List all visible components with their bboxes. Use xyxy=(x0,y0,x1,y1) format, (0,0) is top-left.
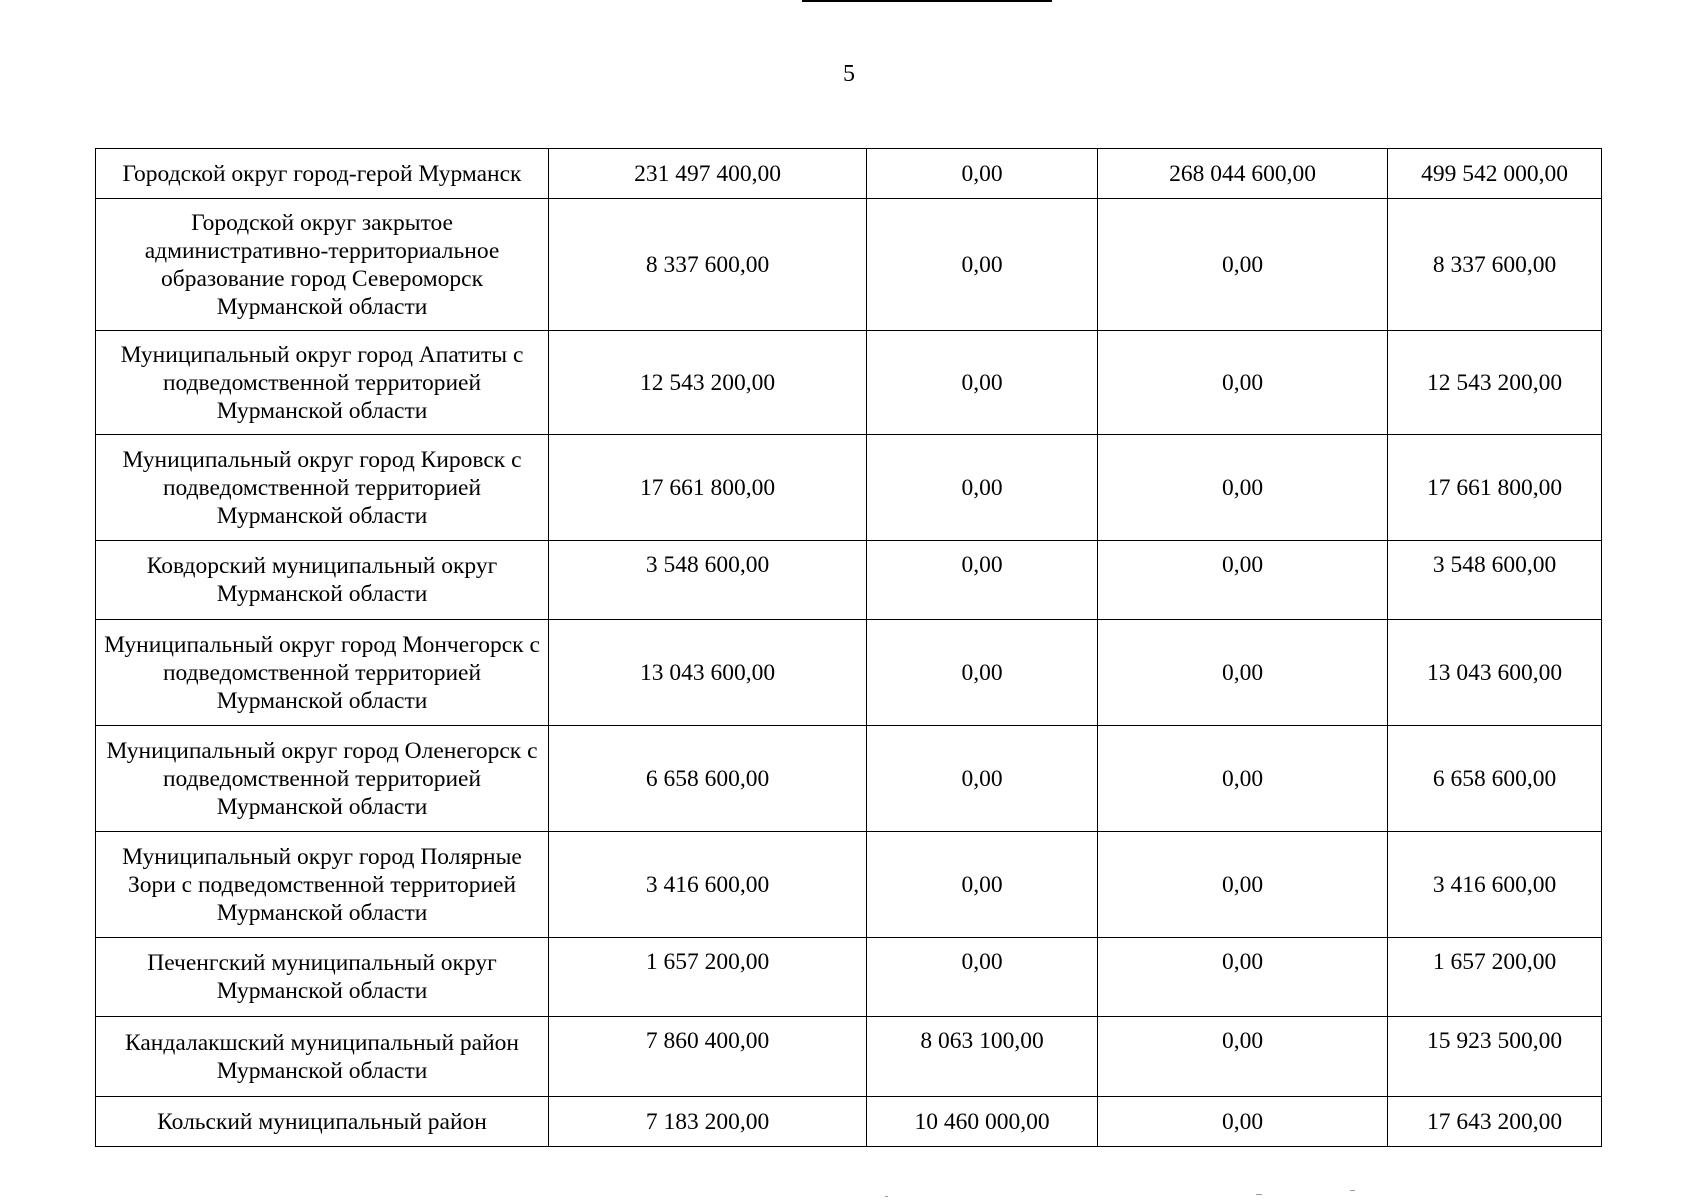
municipality-name: Городской округ город-герой Мурманск xyxy=(96,149,549,199)
value-total: 17 661 800,00 xyxy=(1388,435,1602,541)
value-total: 3 416 600,00 xyxy=(1388,832,1602,938)
scan-artifact xyxy=(1256,1194,1262,1195)
value-col-1: 12 543 200,00 xyxy=(549,331,867,435)
value-col-2: 0,00 xyxy=(867,435,1098,541)
value-total: 3 548 600,00 xyxy=(1388,541,1602,620)
value-col-2: 0,00 xyxy=(867,620,1098,726)
value-total: 6 658 600,00 xyxy=(1388,726,1602,832)
value-total: 17 643 200,00 xyxy=(1388,1097,1602,1147)
value-col-3: 0,00 xyxy=(1098,1097,1388,1147)
table-row xyxy=(96,938,1602,1017)
table-row xyxy=(96,541,1602,620)
value-col-2: 0,00 xyxy=(867,541,1098,620)
value-col-3: 0,00 xyxy=(1098,1017,1388,1097)
municipality-name: Городской округ закрытое административно-территориальное образование город Североморск Мурманской области xyxy=(96,199,549,331)
value-col-3: 0,00 xyxy=(1098,435,1388,541)
value-col-1: 6 658 600,00 xyxy=(549,726,867,832)
value-col-1: 7 183 200,00 xyxy=(549,1097,867,1147)
table-row xyxy=(96,435,1602,541)
municipality-name: Муниципальный округ город Оленегорск с подведомственной территорией Мурманской области xyxy=(96,726,549,832)
scan-artifact xyxy=(1350,1190,1355,1191)
scan-artifact xyxy=(885,1196,888,1197)
value-col-1: 8 337 600,00 xyxy=(549,199,867,331)
table-row xyxy=(96,1017,1602,1097)
value-col-1: 231 497 400,00 xyxy=(549,149,867,199)
value-col-2: 0,00 xyxy=(867,199,1098,331)
value-col-3: 0,00 xyxy=(1098,620,1388,726)
value-total: 15 923 500,00 xyxy=(1388,1017,1602,1097)
table-row xyxy=(96,331,1602,435)
table-row xyxy=(96,832,1602,938)
value-col-1: 17 661 800,00 xyxy=(549,435,867,541)
value-col-1: 3 548 600,00 xyxy=(549,541,867,620)
value-col-2: 0,00 xyxy=(867,726,1098,832)
value-total: 13 043 600,00 xyxy=(1388,620,1602,726)
value-col-2: 0,00 xyxy=(867,832,1098,938)
page-number: 5 xyxy=(843,61,855,87)
table-row xyxy=(96,149,1602,199)
value-col-2: 8 063 100,00 xyxy=(867,1017,1098,1097)
municipality-name: Ковдорский муниципальный округ Мурманской области xyxy=(96,541,549,620)
value-total: 499 542 000,00 xyxy=(1388,149,1602,199)
top-rule xyxy=(802,0,1052,2)
value-total: 12 543 200,00 xyxy=(1388,331,1602,435)
municipality-name: Муниципальный округ город Полярные Зори с подведомственной территорией Мурманской области xyxy=(96,832,549,938)
table-row xyxy=(96,726,1602,832)
value-col-3: 0,00 xyxy=(1098,331,1388,435)
municipality-name: Муниципальный округ город Мончегорск с подведомственной территорией Мурманской области xyxy=(96,620,549,726)
value-col-2: 0,00 xyxy=(867,149,1098,199)
value-col-1: 13 043 600,00 xyxy=(549,620,867,726)
value-col-3: 0,00 xyxy=(1098,832,1388,938)
value-col-3: 0,00 xyxy=(1098,541,1388,620)
municipality-name: Печенгский муниципальный округ Мурманской области xyxy=(96,938,549,1017)
value-col-2: 0,00 xyxy=(867,938,1098,1017)
table-row xyxy=(96,199,1602,331)
value-col-1: 3 416 600,00 xyxy=(549,832,867,938)
table-row xyxy=(96,620,1602,726)
value-col-1: 1 657 200,00 xyxy=(549,938,867,1017)
municipality-name: Кольский муниципальный район xyxy=(96,1097,549,1147)
value-total: 8 337 600,00 xyxy=(1388,199,1602,331)
value-col-1: 7 860 400,00 xyxy=(549,1017,867,1097)
value-col-3: 0,00 xyxy=(1098,726,1388,832)
value-col-3: 0,00 xyxy=(1098,938,1388,1017)
value-col-3: 268 044 600,00 xyxy=(1098,149,1388,199)
municipality-name: Кандалакшский муниципальный район Мурманской области xyxy=(96,1017,549,1097)
value-col-2: 10 460 000,00 xyxy=(867,1097,1098,1147)
budget-table xyxy=(95,148,1602,1147)
municipality-name: Муниципальный округ город Кировск с подведомственной территорией Мурманской области xyxy=(96,435,549,541)
municipality-name: Муниципальный округ город Апатиты с подведомственной территорией Мурманской области xyxy=(96,331,549,435)
value-col-3: 0,00 xyxy=(1098,199,1388,331)
value-total: 1 657 200,00 xyxy=(1388,938,1602,1017)
table-row xyxy=(96,1097,1602,1147)
value-col-2: 0,00 xyxy=(867,331,1098,435)
